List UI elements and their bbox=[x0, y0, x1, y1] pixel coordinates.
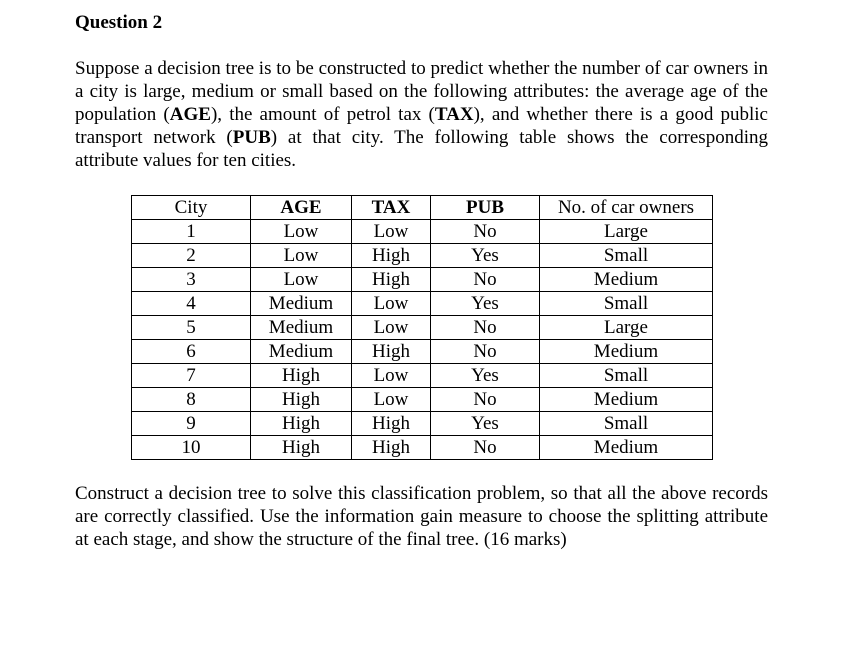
cell-pub: Yes bbox=[431, 292, 540, 316]
cell-tax: Low bbox=[352, 388, 431, 412]
cell-pub: No bbox=[431, 388, 540, 412]
table-row bbox=[132, 316, 713, 340]
cell-city: 1 bbox=[132, 220, 251, 244]
table-header-row bbox=[132, 196, 713, 220]
cell-city: 2 bbox=[132, 244, 251, 268]
cell-pub: No bbox=[431, 220, 540, 244]
header-tax: TAX bbox=[352, 196, 431, 220]
table-body bbox=[132, 220, 713, 460]
table-row bbox=[132, 388, 713, 412]
cell-pub: No bbox=[431, 340, 540, 364]
intro-text-part-4: ) at that city. The following table shows the corresponding attribute values for ten cities. bbox=[75, 127, 768, 171]
cell-tax: High bbox=[352, 268, 431, 292]
cell-car-owners: Small bbox=[540, 364, 713, 388]
cell-pub: Yes bbox=[431, 412, 540, 436]
cell-car-owners: Medium bbox=[540, 436, 713, 460]
cell-car-owners: Medium bbox=[540, 388, 713, 412]
cell-pub: No bbox=[431, 268, 540, 292]
intro-paragraph bbox=[75, 57, 768, 172]
cell-city: 5 bbox=[132, 316, 251, 340]
table-row bbox=[132, 412, 713, 436]
table-row bbox=[132, 220, 713, 244]
cell-car-owners: Large bbox=[540, 316, 713, 340]
cell-city: 3 bbox=[132, 268, 251, 292]
cell-car-owners: Small bbox=[540, 244, 713, 268]
cell-car-owners: Medium bbox=[540, 268, 713, 292]
city-attributes-table bbox=[131, 195, 713, 460]
header-city: City bbox=[132, 196, 251, 220]
cell-age: Low bbox=[251, 268, 352, 292]
cell-age: High bbox=[251, 364, 352, 388]
cell-car-owners: Small bbox=[540, 412, 713, 436]
cell-pub: No bbox=[431, 436, 540, 460]
cell-age: Low bbox=[251, 244, 352, 268]
cell-age: High bbox=[251, 412, 352, 436]
header-pub: PUB bbox=[431, 196, 540, 220]
cell-city: 9 bbox=[132, 412, 251, 436]
cell-pub: Yes bbox=[431, 244, 540, 268]
cell-age: High bbox=[251, 388, 352, 412]
cell-tax: Low bbox=[352, 292, 431, 316]
tax-abbreviation: TAX bbox=[434, 104, 474, 125]
table-row bbox=[132, 340, 713, 364]
intro-text-part-3: ), and whether there is a good public transport network ( bbox=[75, 104, 768, 148]
cell-age: Medium bbox=[251, 292, 352, 316]
intro-text-part-2: ), the amount of petrol tax ( bbox=[210, 104, 435, 125]
cell-car-owners: Small bbox=[540, 292, 713, 316]
header-age: AGE bbox=[251, 196, 352, 220]
cell-tax: Low bbox=[352, 364, 431, 388]
header-car-owners: No. of car owners bbox=[540, 196, 713, 220]
pub-abbreviation: PUB bbox=[232, 127, 271, 148]
table-row bbox=[132, 292, 713, 316]
cell-tax: High bbox=[352, 412, 431, 436]
table-row bbox=[132, 364, 713, 388]
cell-age: High bbox=[251, 436, 352, 460]
cell-tax: Low bbox=[352, 220, 431, 244]
table-row bbox=[132, 436, 713, 460]
cell-tax: Low bbox=[352, 316, 431, 340]
cell-age: Medium bbox=[251, 316, 352, 340]
cell-pub: No bbox=[431, 316, 540, 340]
cell-tax: High bbox=[352, 244, 431, 268]
cell-city: 4 bbox=[132, 292, 251, 316]
cell-pub: Yes bbox=[431, 364, 540, 388]
intro-text-part-1: Suppose a decision tree is to be constructed to predict whether the number of car owners in a city is large, medium or small based on the following attributes: the average age of the population ( bbox=[75, 58, 768, 125]
table-row bbox=[132, 268, 713, 292]
cell-car-owners: Large bbox=[540, 220, 713, 244]
closing-paragraph: Construct a decision tree to solve this classification problem, so that all the above records are correctly classified. Use the information gain measure to choose the splitting attribute at each stage, and show the structure of the final tree. (16 marks) bbox=[75, 483, 768, 550]
cell-city: 8 bbox=[132, 388, 251, 412]
age-abbreviation: AGE bbox=[169, 104, 211, 125]
cell-age: Medium bbox=[251, 340, 352, 364]
cell-city: 7 bbox=[132, 364, 251, 388]
cell-tax: High bbox=[352, 436, 431, 460]
cell-city: 6 bbox=[132, 340, 251, 364]
cell-city: 10 bbox=[132, 436, 251, 460]
cell-tax: High bbox=[352, 340, 431, 364]
table-row bbox=[132, 244, 713, 268]
cell-car-owners: Medium bbox=[540, 340, 713, 364]
question-heading: Question 2 bbox=[75, 12, 163, 33]
cell-age: Low bbox=[251, 220, 352, 244]
